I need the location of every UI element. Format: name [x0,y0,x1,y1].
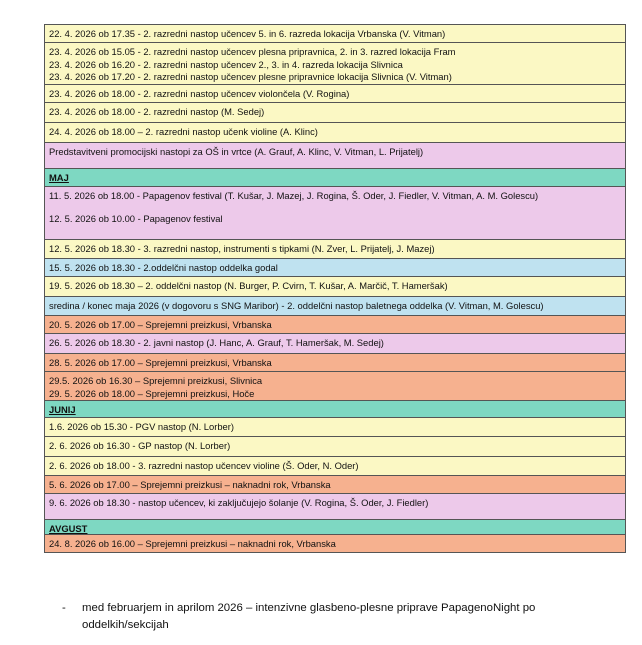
event-text: 9. 6. 2026 ob 18.30 - nastop učencev, ki zaključujejo šolanje (V. Rogina, Š. Oder, J. Fiedler) [49,497,429,508]
event-text: 12. 5. 2026 ob 10.00 - Papagenov festival [49,212,223,224]
schedule-row [45,494,625,520]
bullet-dash: - [62,602,66,614]
month-label: JUNIJ [49,404,76,415]
month-header [45,169,625,187]
event-text: sredina / konec maja 2026 (v dogovoru s SNG Maribor) - 2. oddelčni nastop baletnega oddelka (V. Vitman, M. Golescu) [49,300,544,311]
event-text: 28. 5. 2026 ob 17.00 – Sprejemni preizkusi, Vrbanska [49,357,272,368]
month-label: AVGUST [49,523,88,534]
month-header [45,520,625,535]
event-text: 29.5. 2026 ob 16.30 – Sprejemni preizkusi, Slivnica [49,375,263,386]
schedule-row [45,143,625,169]
schedule-row [45,535,625,553]
event-text: 26. 5. 2026 ob 18.30 - 2. javni nastop (J. Hanc, A. Grauf, T. Hameršak, M. Sedej) [49,337,384,348]
schedule-row [45,85,625,103]
event-text: 15. 5. 2026 ob 18.30 - 2.oddelčni nastop oddelka godal [49,262,278,273]
schedule-row [45,240,625,259]
schedule-row [45,187,625,240]
event-text: 23. 4. 2026 ob 15.05 - 2. razredni nastop učencev plesna pripravnica, 2. in 3. razred lokacija Fram [49,46,456,57]
event-text: 19. 5. 2026 ob 18.30 – 2. oddelčni nastop (N. Burger, P. Cvirn, T. Kušar, A. Marčič, T. Hameršak) [49,280,448,291]
footnote-text: med februarjem in aprilom 2026 – intenzivne glasbeno-plesne priprave PapagenoNight po oddelkih/sekcijah [82,602,536,631]
schedule-row [45,457,625,476]
schedule-row [45,123,625,143]
event-text: 23. 4. 2026 ob 18.00 - 2. razredni nastop učencev violončela (V. Rogina) [49,88,350,99]
event-text: 24. 4. 2026 ob 18.00 – 2. razredni nastop učenk violine (A. Klinc) [49,126,318,137]
schedule-row [45,297,625,316]
schedule-row [45,437,625,457]
schedule-row [45,277,625,297]
event-text: 23. 4. 2026 ob 16.20 - 2. razredni nastop učencev 2., 3. in 4. razreda lokacija Slivnica [49,58,403,70]
event-text: Predstavitveni promocijski nastopi za OŠ in vrtce (A. Grauf, A. Klinc, V. Vitman, L. Prijatelj) [49,146,424,157]
event-text: 23. 4. 2026 ob 17.20 - 2. razredni nastop učencev plesne pripravnice lokacija Slivnica (V. Vitman) [49,71,452,83]
event-text: 2. 6. 2026 ob 18.00 - 3. razredni nastop učencev violine (Š. Oder, N. Oder) [49,460,359,471]
schedule-row [45,316,625,334]
schedule-row [45,259,625,277]
event-text: 12. 5. 2026 ob 18.30 - 3. razredni nastop, instrumenti s tipkami (N. Zver, L. Prijatelj, J. Mazej) [49,243,435,254]
event-text: 22. 4. 2026 ob 17.35 - 2. razredni nastop učencev 5. in 6. razreda lokacija Vrbanska (V. Vitman) [49,28,446,39]
schedule-table [44,24,626,553]
schedule-row [45,354,625,372]
month-label: MAJ [49,172,69,183]
schedule-row [45,25,625,43]
schedule-row [45,372,625,401]
month-header [45,401,625,418]
event-text: 23. 4. 2026 ob 18.00 - 2. razredni nastop (M. Sedej) [49,106,265,117]
event-text: 29. 5. 2026 ob 18.00 – Sprejemni preizkusi, Hoče [49,387,255,399]
schedule-row [45,334,625,354]
schedule-row [45,43,625,85]
event-text: 11. 5. 2026 ob 18.00 - Papagenov festival (T. Kušar, J. Mazej, J. Rogina, Š. Oder, J. Fiedler, V. Vitman, A. M. Golescu) [49,190,539,201]
footnote [62,600,622,634]
event-text: 24. 8. 2026 ob 16.00 – Sprejemni preizkusi – naknadni rok, Vrbanska [49,538,336,549]
schedule-row [45,103,625,123]
schedule-row [45,476,625,494]
event-text: 20. 5. 2026 ob 17.00 – Sprejemni preizkusi, Vrbanska [49,319,272,330]
row-spacer [49,203,621,213]
event-text: 5. 6. 2026 ob 17.00 – Sprejemni preizkusi – naknadni rok, Vrbanska [49,479,331,490]
schedule-row [45,418,625,437]
event-text: 2. 6. 2026 ob 16.30 - GP nastop (N. Lorber) [49,440,231,451]
event-text: 1.6. 2026 ob 15.30 - PGV nastop (N. Lorber) [49,421,235,432]
